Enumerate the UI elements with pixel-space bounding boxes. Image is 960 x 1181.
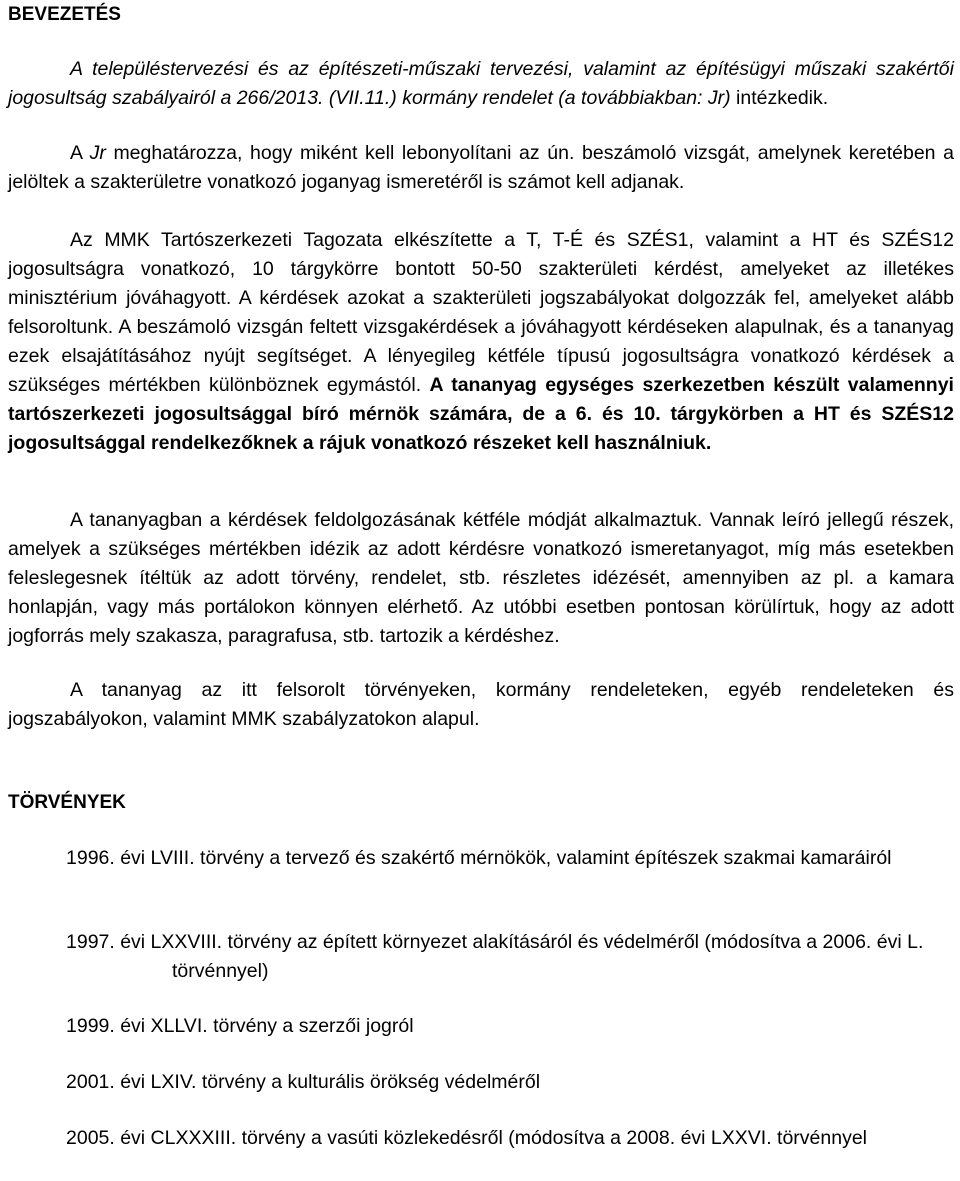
law-item: 1997. évi LXXVIII. törvény az épített környezet alakításáról és védelméről (módosítva a 2006. évi L. törvénnyel) (66, 931, 924, 982)
paragraph-3 (8, 226, 954, 458)
paragraph-2-italic: Jr (89, 142, 106, 164)
heading-laws: TÖRVÉNYEK (8, 792, 126, 813)
paragraph-3-normal: Az MMK Tartószerkezeti Tagozata elkészítette a T, T-É és SZÉS1, valamint a HT és SZÉS12 jogosultságra vonatkozó, 10 tárgykörre bontott 50-50 szakterületi kérdést, amelyeket az illetékes minisztérium jóváhagyott. A kérdések azokat a szakterületi jogszabályokat dolgozzák fel, amelyeket alább felsoroltunk. A beszámoló vizsgán feltett vizsgakérdések a jóváhagyott kérdéseken alapulnak, és a tananyag ezek elsajátításához nyújt segítséget. A lényegileg kétféle típusú jogosultságra vonatkozó kérdések a szükséges mértékben különböznek egymástól. (8, 229, 954, 396)
law-item: 1996. évi LVIII. törvény a tervező és szakértő mérnökök, valamint építészek szakmai kamaráiról (66, 847, 892, 869)
law-item: 2005. évi CLXXXIII. törvény a vasúti közlekedésről (módosítva a 2008. évi LXXVI. törvénnyel (66, 1127, 868, 1149)
law-item: 1999. évi XLLVI. törvény a szerzői jogról (66, 1015, 414, 1037)
paragraph-2 (8, 139, 954, 197)
paragraph-5: A tananyag az itt felsorolt törvényeken, kormány rendeleteken, egyéb rendeleteken és jogszabályokon, valamint MMK szabályzatokon alapul. (8, 679, 954, 730)
paragraph-1-italic: A településtervezési és az építészeti-műszaki tervezési, valamint az építésügyi műszaki szakértői jogosultság szabályairól a 266/2013. (VII.11.) kormány rendelet (a továbbiakban: Jr) (8, 58, 954, 109)
law-item: 2001. évi LXIV. törvény a kulturális örökség védelméről (66, 1071, 541, 1093)
paragraph-1 (8, 55, 954, 113)
paragraph-1-rest: intézkedik. (730, 87, 829, 109)
paragraph-2-rest: meghatározza, hogy miként kell lebonyolítani az ún. beszámoló vizsgát, amelynek keretében a jelöltek a szakterületre vonatkozó joganyag ismeretéről is számot kell adjanak. (8, 142, 954, 193)
paragraph-2-start: A (70, 142, 90, 164)
heading-intro: BEVEZETÉS (8, 4, 121, 25)
paragraph-3-bold: A tananyag egységes szerkezetben készült valamennyi tartószerkezeti jogosultsággal bíró mérnök számára, de a 6. és 10. tárgykörben a HT és SZÉS12 jogosultsággal rendelkezőknek a rájuk vonatkozó részeket kell használniuk. (8, 374, 954, 454)
paragraph-4: A tananyagban a kérdések feldolgozásának kétféle módját alkalmaztuk. Vannak leíró jellegű részek, amelyek a szükséges mértékben idézik az adott kérdésre vonatkozó ismeretanyagot, míg más esetekben feleslegesnek ítéltük az adott törvény, rendelet, stb. részletes idézését, amennyiben az pl. a kamara honlapján, vagy más portálokon könnyen elérhető. Az utóbbi esetben pontosan körülírtuk, hogy az adott jogforrás mely szakasza, paragrafusa, stb. tartozik a kérdéshez. (8, 509, 954, 647)
